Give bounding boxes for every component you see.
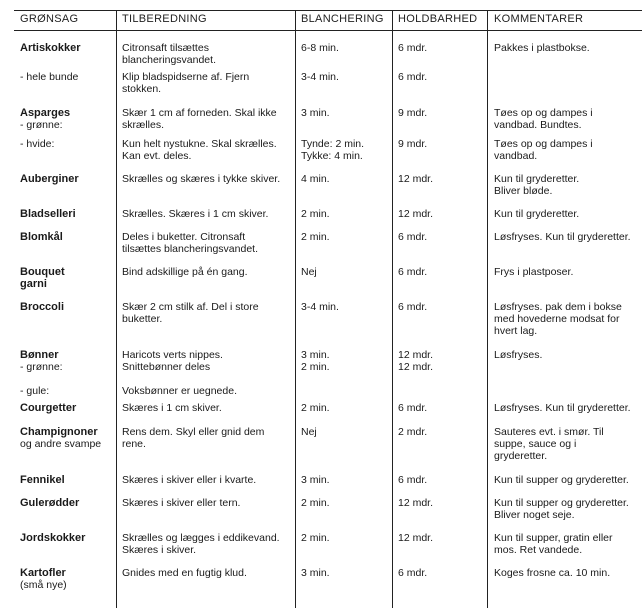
cell-groensag (20, 301, 116, 313)
header-kommentarer: KOMMENTARER (494, 13, 584, 25)
cell-blanchering: 3-4 min. (301, 71, 339, 83)
cell-tilberedning: Citronsaft tilsættes blancheringsvandet. (122, 42, 216, 66)
cell-holdbarhed: 6 mdr. (398, 301, 428, 313)
cell-blanchering: 3 min. (301, 567, 330, 579)
cell-groensag (20, 173, 116, 185)
cell-groensag (20, 138, 116, 150)
header-groensag: GRØNSAG (20, 13, 79, 25)
cell-blanchering: 2 min. (301, 231, 330, 243)
cell-tilberedning: Bind adskillige på én gang. (122, 266, 248, 278)
vegetable-variant: (små nye) (20, 579, 67, 591)
cell-tilberedning: Skæres i skiver eller i kvarte. (122, 474, 257, 486)
vegetable-name: Blomkål (20, 231, 63, 243)
cell-groensag (20, 497, 116, 509)
cell-groensag (20, 349, 116, 397)
cell-groensag (20, 402, 116, 414)
cell-kommentarer: Løsfryses. pak dem i bokse med hovederne modsat for hvert lag. (494, 301, 622, 337)
cell-holdbarhed: 12 mdr. 12 mdr. (398, 349, 434, 373)
vegetable-name: Auberginer (20, 173, 79, 185)
vegetable-name: Artiskokker (20, 42, 81, 54)
cell-holdbarhed: 6 mdr. (398, 567, 428, 579)
cell-holdbarhed: 2 mdr. (398, 426, 428, 438)
column-divider (116, 10, 117, 608)
vegetable-name: Bladselleri (20, 208, 76, 220)
vegetable-name: Gulerødder (20, 497, 80, 509)
cell-holdbarhed: 6 mdr. (398, 42, 428, 54)
vegetable-variant: og andre svampe (20, 438, 102, 450)
cell-holdbarhed: 9 mdr. (398, 138, 428, 150)
cell-holdbarhed: 6 mdr. (398, 402, 428, 414)
column-divider (487, 10, 488, 608)
cell-blanchering: Nej (301, 426, 317, 438)
vegetable-name: Asparges (20, 107, 71, 119)
cell-kommentarer: Kun til supper, gratin eller mos. Ret vandede. (494, 532, 613, 556)
cell-blanchering: 3-4 min. (301, 301, 339, 313)
cell-groensag (20, 208, 116, 220)
vegetable-name: Champignoner (20, 426, 98, 438)
cell-blanchering: 2 min. (301, 402, 330, 414)
cell-holdbarhed: 12 mdr. (398, 532, 434, 544)
cell-kommentarer: Kun til gryderetter. (494, 208, 580, 220)
cell-kommentarer: Løsfryses. Kun til gryderetter. (494, 402, 631, 414)
cell-groensag (20, 532, 116, 544)
cell-kommentarer: Kun til gryderetter. Bliver bløde. (494, 173, 580, 197)
header-top-rule (14, 10, 642, 11)
cell-blanchering: 3 min. (301, 107, 330, 119)
cell-tilberedning: Skær 1 cm af forneden. Skal ikke skrælles. (122, 107, 277, 131)
cell-tilberedning: Gnides med en fugtig klud. (122, 567, 247, 579)
cell-tilberedning: Haricots verts nippes. Snittebønner deles Voksbønner er uegnede. (122, 349, 237, 397)
cell-holdbarhed: 9 mdr. (398, 107, 428, 119)
cell-blanchering: Tynde: 2 min. Tykke: 4 min. (301, 138, 365, 162)
cell-tilberedning: Deles i buketter. Citronsaft tilsættes blancheringsvandet. (122, 231, 258, 255)
cell-kommentarer: Kun til supper og gryderetter. Bliver noget seje. (494, 497, 629, 521)
cell-tilberedning: Kun helt nystukne. Skal skrælles. Kan evt. deles. (122, 138, 277, 162)
cell-groensag (20, 42, 116, 54)
cell-tilberedning: Klip bladspidserne af. Fjern stokken. (122, 71, 250, 95)
cell-holdbarhed: 12 mdr. (398, 208, 434, 220)
cell-blanchering: 6-8 min. (301, 42, 339, 54)
cell-holdbarhed: 12 mdr. (398, 173, 434, 185)
cell-kommentarer: Løsfryses. Kun til gryderetter. (494, 231, 631, 243)
cell-kommentarer: Koges frosne ca. 10 min. (494, 567, 611, 579)
vegetable-name: Fennikel (20, 474, 65, 486)
cell-groensag (20, 474, 116, 486)
cell-groensag (20, 231, 116, 243)
cell-kommentarer: Frys i plastposer. (494, 266, 574, 278)
cell-holdbarhed: 6 mdr. (398, 231, 428, 243)
cell-kommentarer: Tøes op og dampes i vandbad. (494, 138, 593, 162)
cell-kommentarer: Tøes op og dampes i vandbad. Bundtes. (494, 107, 593, 131)
cell-groensag (20, 71, 116, 83)
cell-blanchering: 2 min. (301, 208, 330, 220)
cell-groensag (20, 266, 116, 290)
cell-blanchering: 3 min. (301, 474, 330, 486)
cell-blanchering: 4 min. (301, 173, 330, 185)
vegetable-variant: - grønne: - gule: (20, 361, 63, 397)
cell-blanchering: 3 min. 2 min. (301, 349, 330, 373)
cell-holdbarhed: 6 mdr. (398, 71, 428, 83)
vegetable-name: Bouquet garni (20, 266, 65, 290)
vegetable-name: Bønner (20, 349, 59, 361)
cell-blanchering: 2 min. (301, 532, 330, 544)
vegetable-variant: - grønne: (20, 119, 63, 131)
header-bottom-rule (14, 30, 642, 31)
cell-holdbarhed: 6 mdr. (398, 266, 428, 278)
vegetable-name: Kartofler (20, 567, 66, 579)
cell-holdbarhed: 6 mdr. (398, 474, 428, 486)
cell-kommentarer: Sauteres evt. i smør. Til suppe, sauce og i gryderetter. (494, 426, 604, 462)
vegetable-name: Broccoli (20, 301, 65, 313)
cell-blanchering: Nej (301, 266, 317, 278)
cell-holdbarhed: 12 mdr. (398, 497, 434, 509)
cell-kommentarer: Løsfryses. (494, 349, 543, 361)
header-holdbarhed: HOLDBARHED (398, 13, 478, 25)
cell-tilberedning: Skær 2 cm stilk af. Del i store buketter. (122, 301, 259, 325)
header-tilberedning: TILBEREDNING (122, 13, 207, 25)
header-blanchering: BLANCHERING (301, 13, 384, 25)
cell-groensag (20, 426, 116, 450)
vegetable-name: Jordskokker (20, 532, 86, 544)
cell-groensag (20, 567, 116, 591)
column-divider (295, 10, 296, 608)
cell-tilberedning: Skrælles. Skæres i 1 cm skiver. (122, 208, 269, 220)
cell-kommentarer: Pakkes i plastbokse. (494, 42, 590, 54)
cell-groensag (20, 107, 116, 131)
cell-tilberedning: Skæres i skiver eller tern. (122, 497, 241, 509)
cell-tilberedning: Rens dem. Skyl eller gnid dem rene. (122, 426, 265, 450)
cell-kommentarer: Kun til supper og gryderetter. (494, 474, 629, 486)
vegetable-name: Courgetter (20, 402, 77, 414)
cell-tilberedning: Skrælles og lægges i eddikevand. Skæres i skiver. (122, 532, 280, 556)
cell-tilberedning: Skæres i 1 cm skiver. (122, 402, 222, 414)
cell-tilberedning: Skrælles og skæres i tykke skiver. (122, 173, 281, 185)
column-divider (392, 10, 393, 608)
vegetable-variant: - hvide: (20, 138, 55, 150)
cell-blanchering: 2 min. (301, 497, 330, 509)
vegetable-variant: - hele bunde (20, 71, 79, 83)
